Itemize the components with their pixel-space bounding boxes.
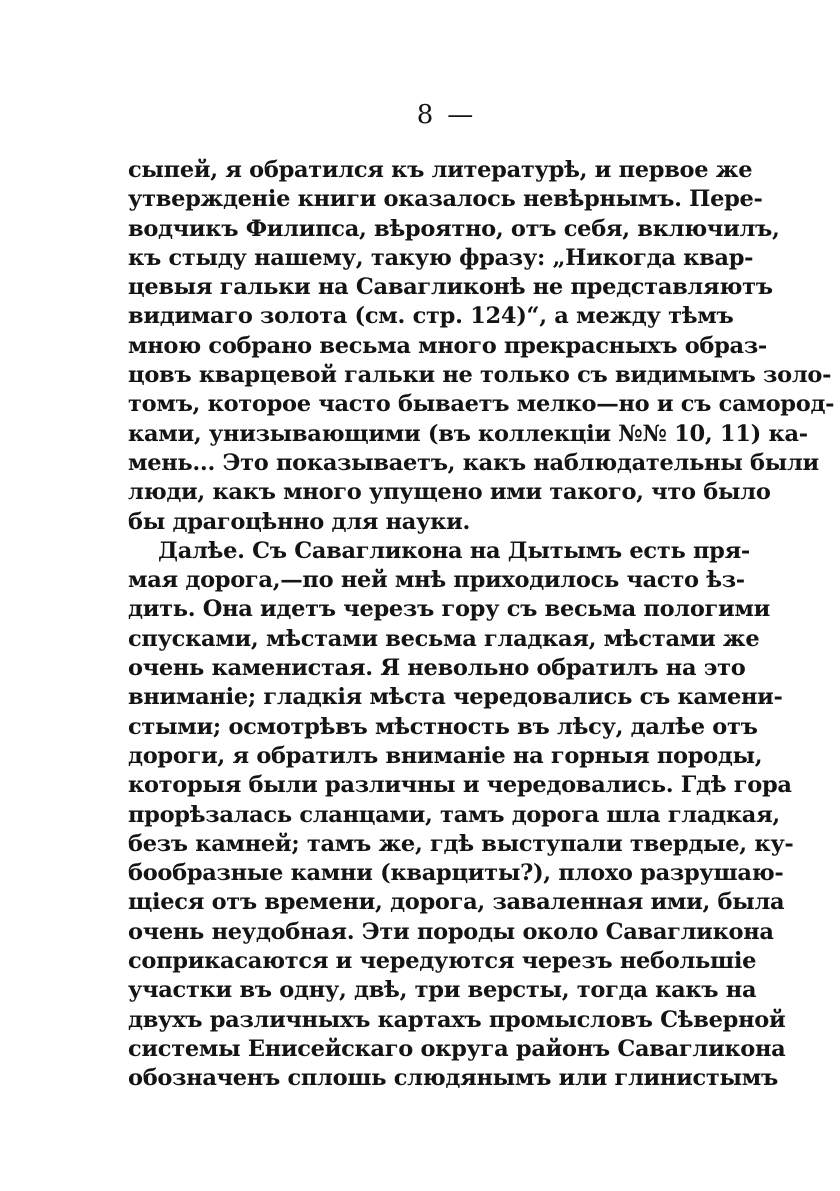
text-line: Далѣе. Съ Савагликона на Дытымъ есть пря- bbox=[158, 537, 750, 564]
text-line: вниманіе; гладкія мѣста чередовались съ камени- bbox=[128, 684, 783, 711]
page-header bbox=[0, 100, 840, 130]
text-line: къ стыду нашему, такую фразу: „Никогда квар- bbox=[128, 244, 754, 271]
text-line: прорѣзалась сланцами, тамъ дорога шла гладкая, bbox=[128, 801, 780, 828]
text-line: видимаго золота (см. стр. 124)“, а между тѣмъ bbox=[128, 303, 734, 330]
header-dash: — bbox=[447, 100, 474, 130]
page-number: 8 bbox=[416, 100, 434, 130]
text-line: системы Енисейскаго округа районъ Савагликона bbox=[128, 1035, 786, 1062]
text-line: двухъ различныхъ картахъ промысловъ Сѣверной bbox=[128, 1006, 786, 1033]
text-line: мною собрано весьма много прекрасныхъ образ- bbox=[128, 332, 767, 359]
text-line: спусками, мѣстами весьма гладкая, мѣстами же bbox=[128, 625, 760, 652]
text-line: томъ, которое часто бываетъ мелко—но и съ самород- bbox=[128, 391, 835, 418]
text-line: ками, унизывающими (въ коллекціи №№ 10, 11) ка- bbox=[128, 420, 808, 447]
paragraph-2 bbox=[128, 537, 794, 1094]
text-line: щіеся отъ времени, дорога, заваленная ими, была bbox=[128, 889, 785, 916]
text-line: цовъ кварцевой гальки не только съ видимымъ золо- bbox=[128, 362, 832, 389]
text-line: бы драгоцѣнно для науки. bbox=[128, 508, 471, 535]
text-line: соприкасаются и чередуются черезъ небольшіе bbox=[128, 948, 757, 975]
text-line: безъ камней; тамъ же, гдѣ выступали твердые, ку- bbox=[128, 830, 794, 857]
text-line: сыпей, я обратился къ литературѣ, и первое же bbox=[128, 157, 753, 183]
text-line: бообразные камни (кварциты?), плохо разрушаю- bbox=[128, 860, 784, 887]
text-line: люди, какъ много упущено ими такого, что было bbox=[128, 479, 771, 506]
text-line: обозначенъ сплошь слюдянымъ или глинистымъ bbox=[128, 1065, 778, 1092]
paragraph-1 bbox=[128, 156, 835, 537]
text-line: цевыя гальки на Савагликонѣ не представляютъ bbox=[128, 274, 773, 301]
text-line: стыми; осмотрѣвъ мѣстность въ лѣсу, далѣе отъ bbox=[128, 713, 758, 740]
text-line: участки въ одну, двѣ, три версты, тогда какъ на bbox=[128, 977, 757, 1004]
text-line: утвержденіе книги оказалось невѣрнымъ. Пере- bbox=[128, 186, 763, 213]
text-line: которыя были различны и чередовались. Гдѣ гора bbox=[128, 772, 792, 799]
text-line: очень неудобная. Эти породы около Савагликона bbox=[128, 918, 774, 945]
text-line: дороги, я обратилъ вниманіе на горныя породы, bbox=[128, 742, 763, 769]
text-line: мень... Это показываетъ, какъ наблюдательны были bbox=[128, 449, 819, 476]
text-line: очень каменистая. Я невольно обратилъ на это bbox=[128, 655, 746, 682]
text-body bbox=[128, 156, 835, 1094]
text-line: дить. Она идетъ черезъ гору съ весьма пологими bbox=[128, 596, 771, 623]
text-line: мая дорога,—по ней мнѣ приходилось часто ѣз- bbox=[128, 567, 745, 594]
text-line: водчикъ Филипса, вѣроятно, отъ себя, включилъ, bbox=[128, 215, 780, 242]
